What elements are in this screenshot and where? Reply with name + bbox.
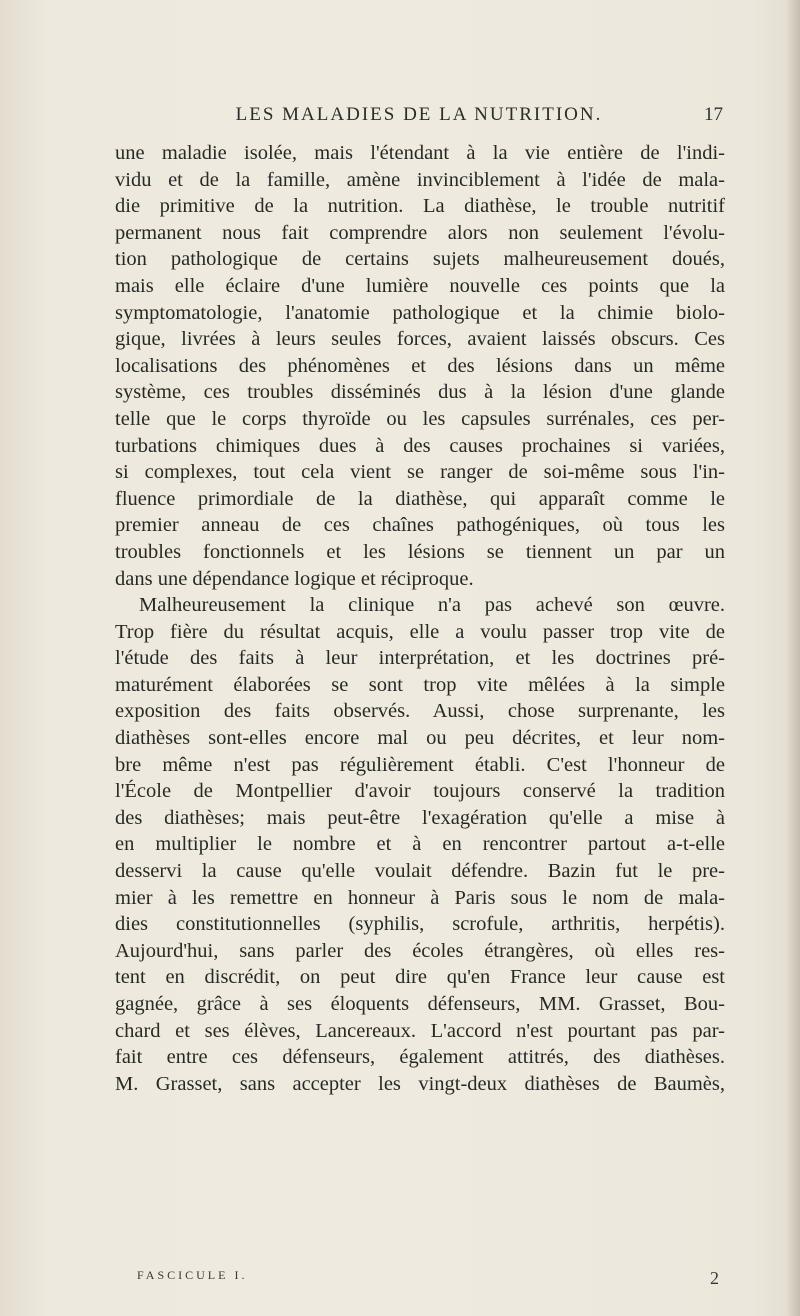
text-line: gagnée, grâce à ses éloquents défenseurs, MM. Grasset, Bou- bbox=[115, 993, 725, 1015]
signature-mark: FASCICULE I. bbox=[137, 1268, 248, 1282]
text-line: tion pathologique de certains sujets malheureusement doués, bbox=[115, 248, 725, 271]
text-line: Aujourd'hui, sans parler des écoles étrangères, où elles res- bbox=[115, 939, 725, 962]
text-line: mais elle éclaire d'une lumière nouvelle ces points que la bbox=[115, 274, 725, 297]
text-line: exposition des faits observés. Aussi, chose surprenante, les bbox=[115, 700, 725, 723]
text-line: die primitive de la nutrition. La diathèse, le trouble nutritif bbox=[115, 195, 725, 218]
text-line: vidu et de la famille, amène invinciblement à l'idée de mala- bbox=[115, 168, 725, 191]
text-line: tent en discrédit, on peut dire qu'en France leur cause est bbox=[115, 966, 725, 989]
text-line: troubles fonctionnels et les lésions se tiennent un par un bbox=[115, 540, 725, 563]
page-edge-shadow bbox=[786, 0, 800, 1316]
page-footer bbox=[115, 1268, 725, 1294]
text-line: une maladie isolée, mais l'étendant à la vie entière de l'indi- bbox=[115, 142, 725, 164]
text-line: bre même n'est pas régulièrement établi. C'est l'honneur de bbox=[115, 753, 725, 776]
text-line: fait entre ces défenseurs, également attitrés, des diathèses. bbox=[115, 1046, 725, 1069]
text-line: fluence primordiale de la diathèse, qui apparaît comme le bbox=[115, 487, 725, 510]
text-line: symptomatologie, l'anatomie pathologique et la chimie biolo- bbox=[115, 301, 725, 324]
text-line: en multiplier le nombre et à en rencontrer partout a-t-elle bbox=[115, 833, 725, 856]
text-line: l'étude des faits à leur interprétation, et les doctrines pré- bbox=[115, 647, 725, 670]
running-title: LES MALADIES DE LA NUTRITION. bbox=[235, 104, 603, 125]
text-line: M. Grasset, sans accepter les vingt-deux diathèses de Baumès, bbox=[115, 1072, 725, 1095]
page-header bbox=[115, 104, 723, 132]
text-line: système, ces troubles disséminés dus à la lésion d'une glande bbox=[115, 381, 725, 404]
text-line: des diathèses; mais peut-être l'exagération qu'elle a mise à bbox=[115, 806, 725, 829]
text-line: diathèses sont-elles encore mal ou peu décrites, et leur nom- bbox=[115, 727, 725, 750]
body-text bbox=[115, 140, 725, 1097]
text-line: Trop fière du résultat acquis, elle a voulu passer trop vite de bbox=[115, 620, 725, 643]
text-line: premier anneau de ces chaînes pathogéniques, où tous les bbox=[115, 514, 725, 537]
text-line: turbations chimiques dues à des causes prochaines si variées, bbox=[115, 434, 725, 457]
text-line: localisations des phénomènes et des lésions dans un même bbox=[115, 354, 725, 377]
text-line: dies constitutionnelles (syphilis, scrofule, arthritis, herpétis). bbox=[115, 913, 725, 936]
text-line: maturément élaborées se sont trop vite mêlées à la simple bbox=[115, 673, 725, 696]
page-number: 17 bbox=[704, 104, 723, 125]
paragraph-start-line: Malheureusement la clinique n'a pas achevé son œuvre. bbox=[139, 594, 725, 617]
text-line: permanent nous fait comprendre alors non seulement l'évolu- bbox=[115, 221, 725, 244]
text-line: si complexes, tout cela vient se ranger de soi-même sous l'in- bbox=[115, 461, 725, 484]
text-line: gique, livrées à leurs seules forces, avaient laissés obscurs. Ces bbox=[115, 328, 725, 351]
text-line: mier à les remettre en honneur à Paris sous le nom de mala- bbox=[115, 886, 725, 909]
text-line: chard et ses élèves, Lancereaux. L'accord n'est pourtant pas par- bbox=[115, 1019, 725, 1042]
text-line: desservi la cause qu'elle voulait défendre. Bazin fut le pre- bbox=[115, 860, 725, 883]
text-line: l'École de Montpellier d'avoir toujours conservé la tradition bbox=[115, 780, 725, 803]
text-line: telle que le corps thyroïde ou les capsules surrénales, ces per- bbox=[115, 407, 725, 430]
paragraph-end-line: dans une dépendance logique et réciproque. bbox=[115, 567, 474, 590]
signature-number: 2 bbox=[710, 1268, 719, 1288]
